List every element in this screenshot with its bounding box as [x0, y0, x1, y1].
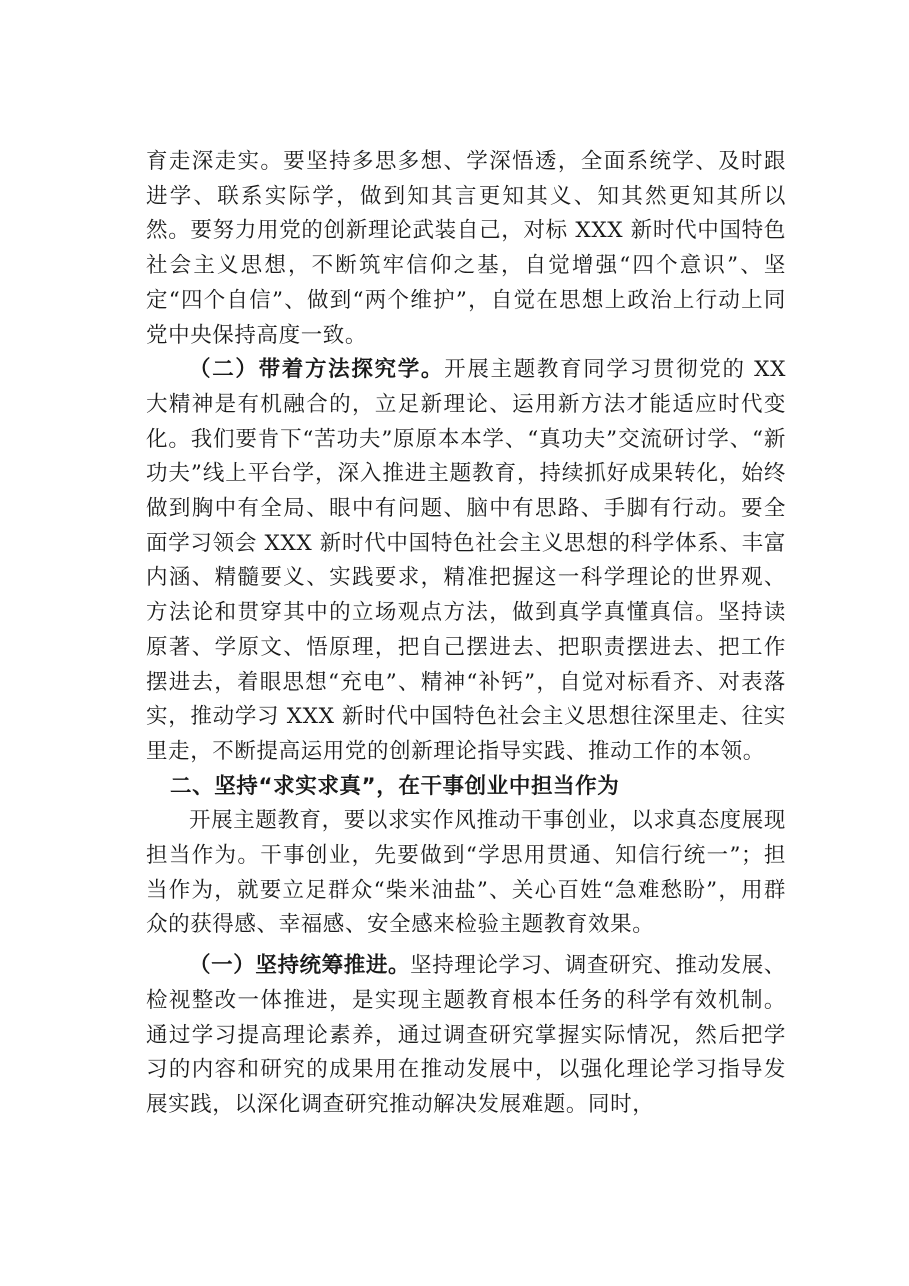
paragraph-2-body: 开展主题教育同学习贯彻党的 XX 大精神是有机融合的，立足新理论、运用新方法才能适应时代变化。我们要肯下“苦功夫”原原本本学、“真功夫”交流研讨学、“新功夫”线上平台学，深入推进主题教育，持续抓好成果转化，始终做到胸中有全局、眼中有问题、脑中有思路、手脚有行动。要全面学习领会 XXX 新时代中国特色社会主义思想的科学体系、丰富内涵、精髓要义、实践要求，精准把握这一科学理论的世界观、方法论和贯穿其中的立场观点方法，做到真学真懂真信。坚持读原著、学原文、悟原理，把自己摆进去、把职责摆进去、把工作摆进去，着眼思想“充电”、精神“补钙”，自觉对标看齐、对表落实，推动学习 XXX 新时代中国特色社会主义思想往深里走、往实里走，不断提高运用党的创新理论指导实践、推动工作的本领。 — [146, 357, 786, 764]
paragraph-1: 育走深走实。要坚持多思多想、学深悟透，全面系统学、及时跟进学、联系实际学，做到知其言更知其义、知其然更知其所以然。要努力用党的创新理论武装自己，对标 XXX 新时代中国特色社会主义思想，不断筑牢信仰之基，自觉增强“四个意识”、坚定“四个自信”、做到“两个维护”，自觉在思想上政治上行动上同党中央保持高度一致。 — [146, 149, 786, 348]
paragraph-4 — [146, 949, 786, 1123]
paragraph-3: 开展主题教育，要以求实作风推动干事创业，以求真态度展现担当作为。干事创业，先要做到“学思用贯通、知信行统一”；担当作为，就要立足群众“柴米油盐”、关心百姓“急难愁盼”，用群众的获得感、幸福感、安全感来检验主题教育效果。 — [146, 808, 786, 938]
section-heading-2: 二、坚持“求实求真”，在干事创业中担当作为 — [170, 773, 620, 799]
document-body — [146, 145, 786, 1123]
subheading-1: （一）坚持统筹推进。 — [189, 953, 411, 979]
paragraph-4-body: 坚持理论学习、调查研究、推动发展、检视整改一体推进，是实现主题教育根本任务的科学有效机制。通过学习提高理论素养，通过调查研究掌握实际情况，然后把学习的内容和研究的成果用在推动发展中，以强化理论学习指导发展实践，以深化调查研究推动解决发展难题。同时， — [146, 953, 786, 1117]
paragraph-2 — [146, 353, 786, 769]
subheading-2: （二）带着方法探究学。 — [189, 357, 445, 383]
